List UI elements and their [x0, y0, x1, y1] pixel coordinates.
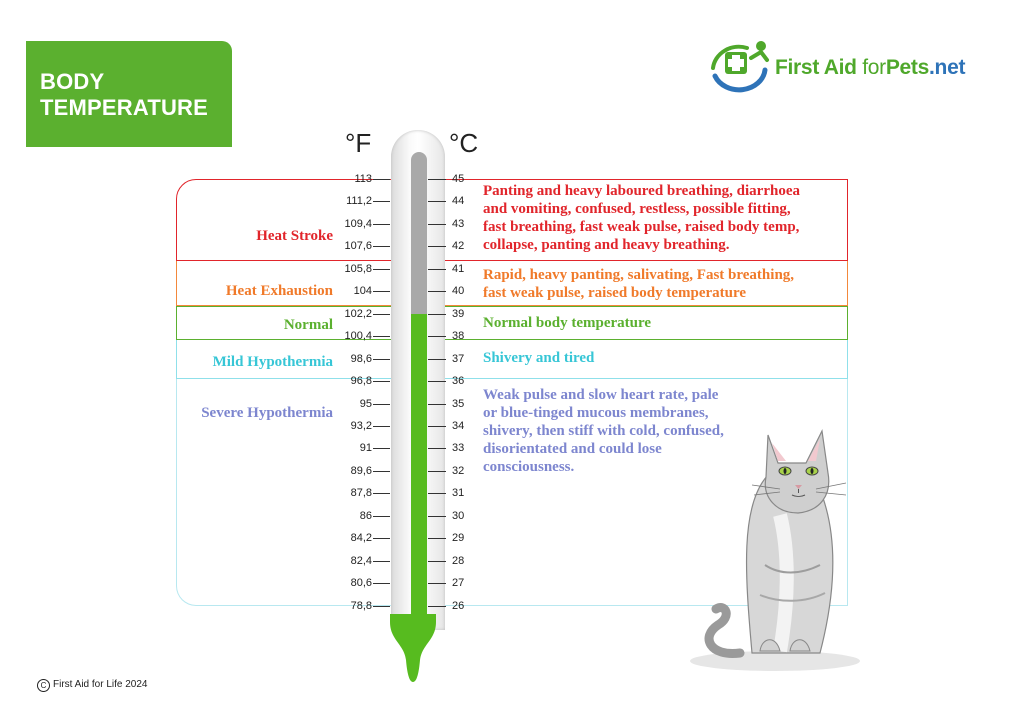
label-heat-stroke: Heat Stroke: [256, 228, 333, 244]
fahrenheit-tick-label: 86: [359, 509, 372, 522]
fahrenheit-tick: [373, 336, 390, 337]
fahrenheit-tick-label: 98,6: [350, 352, 372, 365]
celsius-tick: [428, 404, 446, 405]
fahrenheit-tick: [373, 516, 390, 517]
logo-mark-icon: [707, 36, 773, 96]
label-mild-hypothermia: Mild Hypothermia: [212, 354, 333, 370]
celsius-tick: [428, 179, 446, 180]
celsius-tick: [428, 426, 446, 427]
cat-illustration: [640, 425, 870, 675]
fahrenheit-tick: [373, 179, 390, 180]
celsius-tick: [428, 381, 446, 382]
celsius-tick: [428, 471, 446, 472]
desc-line: disorientated and could lose: [483, 441, 662, 457]
fahrenheit-tick-label: 80,6: [350, 577, 372, 590]
celsius-tick: [428, 336, 446, 337]
fahrenheit-tick: [373, 291, 390, 292]
copyright-icon: C: [37, 679, 50, 692]
fahrenheit-tick-label: 107,6: [344, 240, 372, 253]
fahrenheit-tick: [373, 381, 390, 382]
fahrenheit-tick-label: 109,4: [344, 217, 372, 230]
fahrenheit-tick-label: 91: [359, 442, 372, 455]
celsius-tick-label: 33: [452, 442, 465, 455]
celsius-tick: [428, 359, 446, 360]
fahrenheit-tick: [373, 314, 390, 315]
fahrenheit-tick-label: 102,2: [344, 307, 372, 320]
fahrenheit-tick: [373, 493, 390, 494]
fahrenheit-tick: [373, 471, 390, 472]
desc-line: or blue-tinged mucous membranes,: [483, 405, 709, 421]
celsius-tick: [428, 561, 446, 562]
celsius-tick: [428, 246, 446, 247]
desc-line: Panting and heavy laboured breathing, diarrhoea: [483, 183, 800, 199]
celsius-tick-label: 43: [452, 217, 465, 230]
celsius-tick: [428, 583, 446, 584]
desc-heat-stroke: [483, 182, 843, 254]
celsius-tick-label: 36: [452, 375, 465, 388]
desc-normal: [483, 314, 843, 332]
celsius-tick-label: 31: [452, 487, 465, 500]
fahrenheit-tick: [373, 246, 390, 247]
fahrenheit-tick: [373, 606, 390, 607]
fahrenheit-tick: [373, 448, 390, 449]
copyright-text: First Aid for Life 2024: [53, 679, 148, 690]
fahrenheit-tick-label: 95: [359, 397, 372, 410]
fahrenheit-tick: [373, 561, 390, 562]
thermometer-bulb: [390, 612, 436, 684]
fahrenheit-tick-label: 111,2: [346, 195, 372, 208]
desc-line: fast breathing, fast weak pulse, raised body temp,: [483, 219, 800, 235]
desc-line: Normal body temperature: [483, 315, 652, 331]
fahrenheit-tick-label: 100,4: [344, 330, 372, 343]
celsius-tick-label: 40: [452, 285, 465, 298]
celsius-tick-label: 32: [452, 464, 465, 477]
logo-text-part-1: First Aid: [775, 56, 863, 79]
fahrenheit-tick: [373, 583, 390, 584]
desc-line: Weak pulse and slow heart rate, pale: [483, 387, 719, 403]
thermometer-mercury: [411, 314, 427, 622]
celsius-tick: [428, 606, 446, 607]
desc-line: Rapid, heavy panting, salivating, Fast breathing,: [483, 267, 795, 283]
celsius-tick: [428, 448, 446, 449]
label-severe-hypothermia: Severe Hypothermia: [201, 405, 333, 421]
celsius-tick-label: 44: [452, 195, 465, 208]
fahrenheit-tick-label: 89,6: [350, 464, 372, 477]
celsius-tick-label: 41: [452, 262, 465, 275]
fahrenheit-tick-label: 93,2: [350, 419, 372, 432]
celsius-tick: [428, 224, 446, 225]
celsius-tick-label: 28: [452, 554, 465, 567]
fahrenheit-tick: [373, 359, 390, 360]
desc-line: collapse, panting and heavy breathing.: [483, 237, 730, 253]
logo-text-part-3: Pets: [885, 56, 930, 79]
celsius-tick-label: 26: [452, 599, 465, 612]
celsius-tick-label: 37: [452, 352, 465, 365]
logo-text: [775, 56, 965, 80]
desc-heat-exhaustion: [483, 266, 843, 302]
celsius-tick-label: 35: [452, 397, 465, 410]
fahrenheit-tick-label: 84,2: [350, 532, 372, 545]
label-heat-exhaustion: Heat Exhaustion: [225, 283, 333, 299]
title-line-1: BODY: [40, 69, 105, 94]
desc-line: shivery, then stiff with cold, confused,: [483, 423, 724, 439]
title-banner: [26, 41, 232, 147]
celsius-tick-label: 29: [452, 532, 465, 545]
fahrenheit-tick-label: 78,8: [350, 599, 372, 612]
label-normal: Normal: [283, 317, 333, 333]
fahrenheit-tick: [373, 224, 390, 225]
desc-line: fast weak pulse, raised body temperature: [483, 285, 747, 301]
celsius-tick: [428, 201, 446, 202]
logo: [707, 36, 987, 96]
celsius-tick: [428, 493, 446, 494]
fahrenheit-tick: [373, 201, 390, 202]
celsius-tick-label: 34: [452, 419, 465, 432]
celsius-tick-label: 42: [452, 240, 465, 253]
celsius-tick: [428, 538, 446, 539]
celsius-tick-label: 38: [452, 330, 465, 343]
copyright: [37, 679, 148, 692]
celsius-tick: [428, 516, 446, 517]
celsius-tick: [428, 291, 446, 292]
celsius-unit-label: °C: [449, 128, 479, 158]
desc-line: Shivery and tired: [483, 350, 595, 366]
fahrenheit-tick: [373, 538, 390, 539]
celsius-tick-label: 45: [452, 173, 465, 185]
fahrenheit-tick-label: 96,8: [350, 375, 372, 388]
celsius-tick: [428, 269, 446, 270]
fahrenheit-tick-label: 104: [353, 285, 372, 298]
celsius-tick-label: 39: [452, 307, 465, 320]
celsius-tick: [428, 314, 446, 315]
fahrenheit-tick-label: 82,4: [350, 554, 372, 567]
fahrenheit-tick-label: 113: [354, 173, 372, 185]
celsius-tick-label: 30: [452, 509, 465, 522]
celsius-tick-label: 27: [452, 577, 465, 590]
fahrenheit-tick-label: 105,8: [344, 262, 372, 275]
desc-mild-hypothermia: [483, 349, 843, 367]
fahrenheit-unit-label: °F: [345, 128, 372, 158]
desc-line: and vomiting, confused, restless, possible fitting,: [483, 201, 791, 217]
title-line-2: TEMPERATURE: [40, 95, 209, 120]
fahrenheit-tick: [373, 426, 390, 427]
fahrenheit-tick: [373, 269, 390, 270]
fahrenheit-tick-label: 87,8: [350, 487, 372, 500]
fahrenheit-tick: [373, 404, 390, 405]
logo-text-part-2: for: [862, 56, 886, 79]
desc-line: consciousness.: [483, 459, 575, 475]
logo-text-part-4: .net: [929, 56, 966, 79]
